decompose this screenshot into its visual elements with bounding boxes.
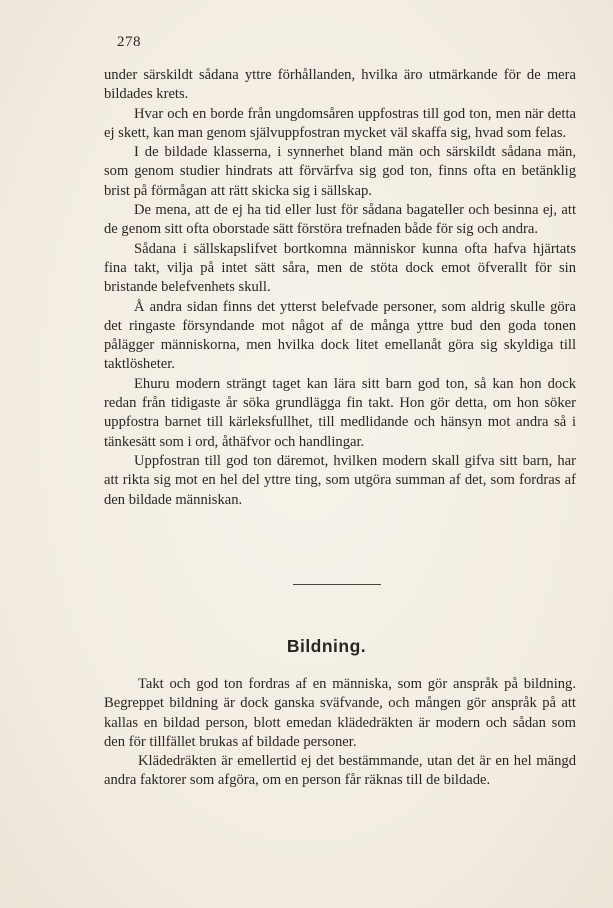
section-divider <box>293 584 381 585</box>
paragraph: Takt och god ton fordras af en människa, som gör anspråk på bildning. Begreppet bildning är dock ganska sväfvande, och mången gör anspråk på att kallas en bildad person, blott emedan klädedräkten är modern och sådan som den för tillfället brukas af bildade personer. <box>104 676 576 750</box>
page-number: 278 <box>117 34 141 50</box>
paragraph: I de bildade klasserna, i synnerhet bland män och särskildt sådana män, som genom studier hindrats att förvärfva sig god ton, finns ofta en betänklig brist på förmågan att rätt skicka sig i sällskap. <box>104 144 576 199</box>
paragraph: Uppfostran till god ton däremot, hvilken modern skall gifva sitt barn, har att rikta sig mot en hel del yttre ting, som utgöra summan af det, som fordras af den bildade människan. <box>104 452 576 508</box>
lower-text-block <box>104 675 576 791</box>
paragraph: De mena, att de ej ha tid eller lust för sådana bagateller och besinna ej, att de genom sitt ofta oborstade sätt förstöra trefnaden både för sig och andra. <box>104 202 576 238</box>
upper-text-block <box>104 66 576 510</box>
paragraph: Hvar och en borde från ungdomsåren uppfostras till god ton, men när detta ej skett, kan man genom självuppfostran mycket väl skaffa sig, hvad som felas. <box>104 105 576 141</box>
paragraph: under särskildt sådana yttre förhållanden, hvilka äro utmärkande för de mera bildades krets. <box>104 67 576 103</box>
paragraph: Ehuru modern strängt taget kan lära sitt barn god ton, så kan hon dock redan från tidigaste år söka grundlägga fin takt. Hon gör detta, om hon söker uppfostra barnet till kärleksfullhet, till medlidande och hänsyn mot andra så i tänkesätt som i ord, åthäfvor och handlingar. <box>104 375 576 450</box>
paragraph: Å andra sidan finns det ytterst belefvade personer, som aldrig skulle göra det ringaste försyndande mot något af de många yttre bud den goda tonen pålägger människorna, men hvilka dock litet emellanåt göra sig skyldiga till taktlösheter. <box>104 298 576 373</box>
section-heading: Bildning. <box>286 636 367 656</box>
paragraph: Sådana i sällskapslifvet bortkomna människor kunna ofta hafva hjärtats fina takt, vilja på intet sätt såra, men de stöta dock emot öfverallt för sin bristande belefvenhets skull. <box>104 240 576 296</box>
paragraph: Klädedräkten är emellertid ej det bestämmande, utan det är en hel mängd andra faktorer som afgöra, om en person får räknas till de bildade. <box>104 753 576 789</box>
